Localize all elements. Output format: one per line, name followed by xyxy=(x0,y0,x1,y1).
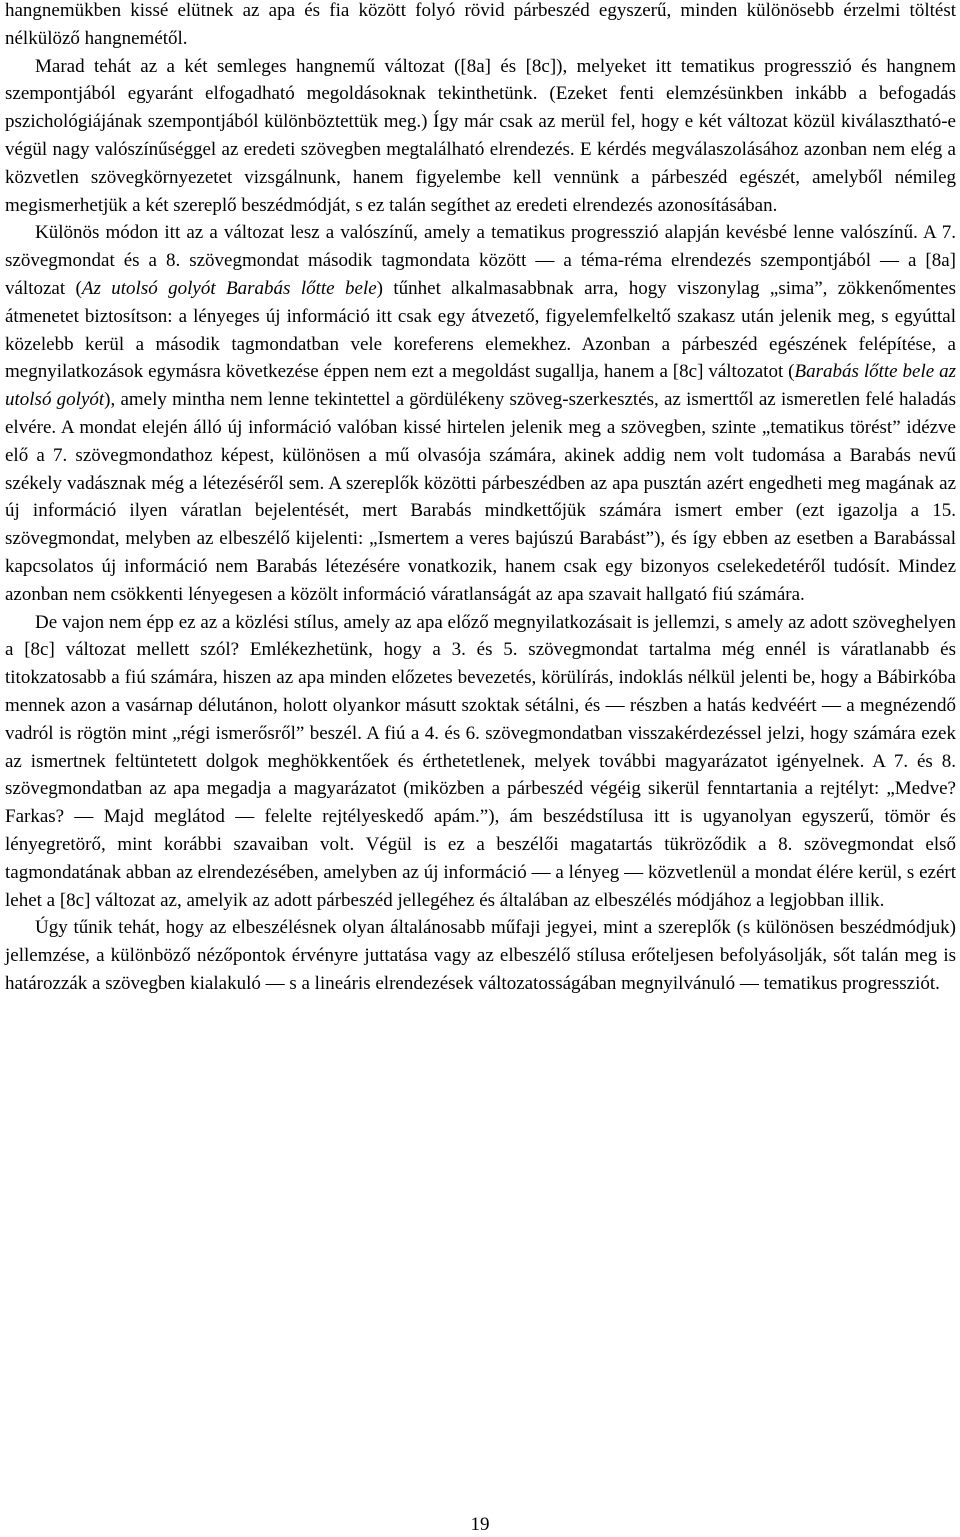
italic-text: Az utolsó golyót Barabás lőtte bele xyxy=(81,277,377,299)
text-run: hangnemükben kissé elütnek az apa és fia között folyó rövid párbeszéd egyszerű, minden különösebb érzelmi töltést nélkülöző hangnemétől. xyxy=(5,0,956,49)
paragraph xyxy=(5,0,956,53)
text-run: Különös módon itt az a változat lesz a valószínű, amely a tematikus progresszió alapján kevésbé lenne valószínű. A 7. szövegmondat és a 8. szövegmondat második tagmondata között — a téma-réma elrendezés szempontjából — a [8a] változat ( xyxy=(5,222,956,299)
italic-text: Barabás lőtte bele az utolsó golyót xyxy=(5,361,956,411)
text-run: ), amely mintha nem lenne tekintettel a gördülékeny szöveg-szerkesztés, az ismerttől az ismeretlen felé haladás elvére. A mondat elején álló új információ valóban kissé hirtelen jelenik meg a szövegben, szinte „tematikus törést” idézve elő a 7. szövegmondathoz képest, különösen a mű olvasója számára, akinek addig nem volt tudomása a Barabás nevű székely vadásznak még a létezéséről sem. A szereplők közötti párbeszédben az apa pusztán azért engedheti meg magának az új információ ilyen váratlan bejelentését, mert Barabás mindkettőjük számára ismert ember (ezt igazolja a 15. szövegmondat, melyben az elbeszélő kijelenti: „Ismertem a veres bajúszú Barabást”), és így ebben az esetben a Barabással kapcsolatos új információ nem Barabás létezésére vonatkozik, hanem csak egy bizonyos cselekedetéről tudósít. Mindez azonban nem csökkenti lényegesen a közölt információ váratlanságát az apa szavait hallgató fiú számára. xyxy=(5,389,956,605)
paragraph xyxy=(5,914,956,997)
text-run: ) tűnhet alkalmasabbnak arra, hogy viszonylag „sima”, zökkenőmentes átmenetet biztosítson: a lényeges új információ itt csak egy átvezető, figyelemfelkeltő szakasz után jelenik meg, s egyúttal közelebb kerül a második tagmondatban vele koreferens elemekhez. Azonban a párbeszéd egészének felépítése, a megnyilatkozások egymásra következése éppen nem ezt a megoldást sugallja, hanem a [8c] változatot ( xyxy=(5,277,956,383)
paragraph xyxy=(5,609,956,915)
paragraph xyxy=(5,219,956,608)
body-text xyxy=(5,0,956,998)
text-run: Úgy tűnik tehát, hogy az elbeszélésnek olyan általánosabb műfaji jegyei, mint a szereplők (s különösen beszédmódjuk) jellemzése, a különböző nézőpontok érvényre juttatása vagy az elbeszélő stílusa erőteljesen befolyásolják, sőt talán meg is határozzák a szövegben kialakuló — s a lineáris elrendezések változatosságában megnyilvánuló — tematikus progressziót. xyxy=(5,917,956,994)
page-number: 19 xyxy=(470,1514,490,1535)
paragraph xyxy=(5,53,956,220)
text-run: Marad tehát az a két semleges hangnemű változat ([8a] és [8c]), melyeket itt tematikus progresszió és hangnem szempontjából egyaránt elfogadható megoldásoknak tekinthetünk. (Ezeket fenti elemzésünkben inkább a befogadás pszichológiájának szempontjából különböztettük meg.) Így már csak az merül fel, hogy e két változat közül kiválasztható-e végül nagy valószínűséggel az eredeti szövegben megtalálható elrendezés. E kérdés megválaszolásához azonban nem elég a közvetlen szövegkörnyezetet vizsgálnunk, hanem figyelembe kell vennünk a párbeszéd egészét, amelyből némileg megismerhetjük a két szereplő beszédmódját, s ez talán segíthet az eredeti elrendezés azonosításában. xyxy=(5,55,956,216)
text-run: De vajon nem épp ez az a közlési stílus, amely az apa előző megnyilatkozásait is jellemzi, s amely az adott szöveghelyen a [8c] változat mellett szól? Emlékezhetünk, hogy a 3. és 5. szövegmondat tartalma még ennél is váratlanabb és titokzatosabb a fiú számára, hiszen az apa minden előzetes bevezetés, körülírás, indoklás nélkül jelenti be, hogy a Bábirkóba mennek azon a vasárnap délutánon, holott olyankor másutt szoktak sétálni, és — részben a hatás kedvéért — a megnézendő vadról is rögtön mint „régi ismerősről” beszél. A fiú a 4. és 6. szövegmondatban visszakérdezéssel jelzi, hogy számára ezek az ismertnek feltüntetett dolgok meghökkentőek és érthetetlenek, melyek további magyarázatot igényelnek. A 7. és 8. szövegmondatban az apa megadja a magyarázatot (miközben a párbeszéd végéig sikerül fenntartania a rejtélyt: „Medve? Farkas? — Majd meglátod — felelte rejtélyeskedő apám.”), ám beszédstílusa itt is ugyanolyan egyszerű, tömör és lényegretörő, mint korábbi szavaiban volt. Végül is ez a beszélői magatartás tükröződik a 8. szövegmondat első tagmondatának abban az elrendezésében, amelyben az új információ — a lényeg — közvetlenül a mondat élére kerül, s ezért lehet a [8c] változat az, amelyik az adott párbeszéd jellegéhez és általában az elbeszélés módjához a legjobban illik. xyxy=(5,611,956,911)
